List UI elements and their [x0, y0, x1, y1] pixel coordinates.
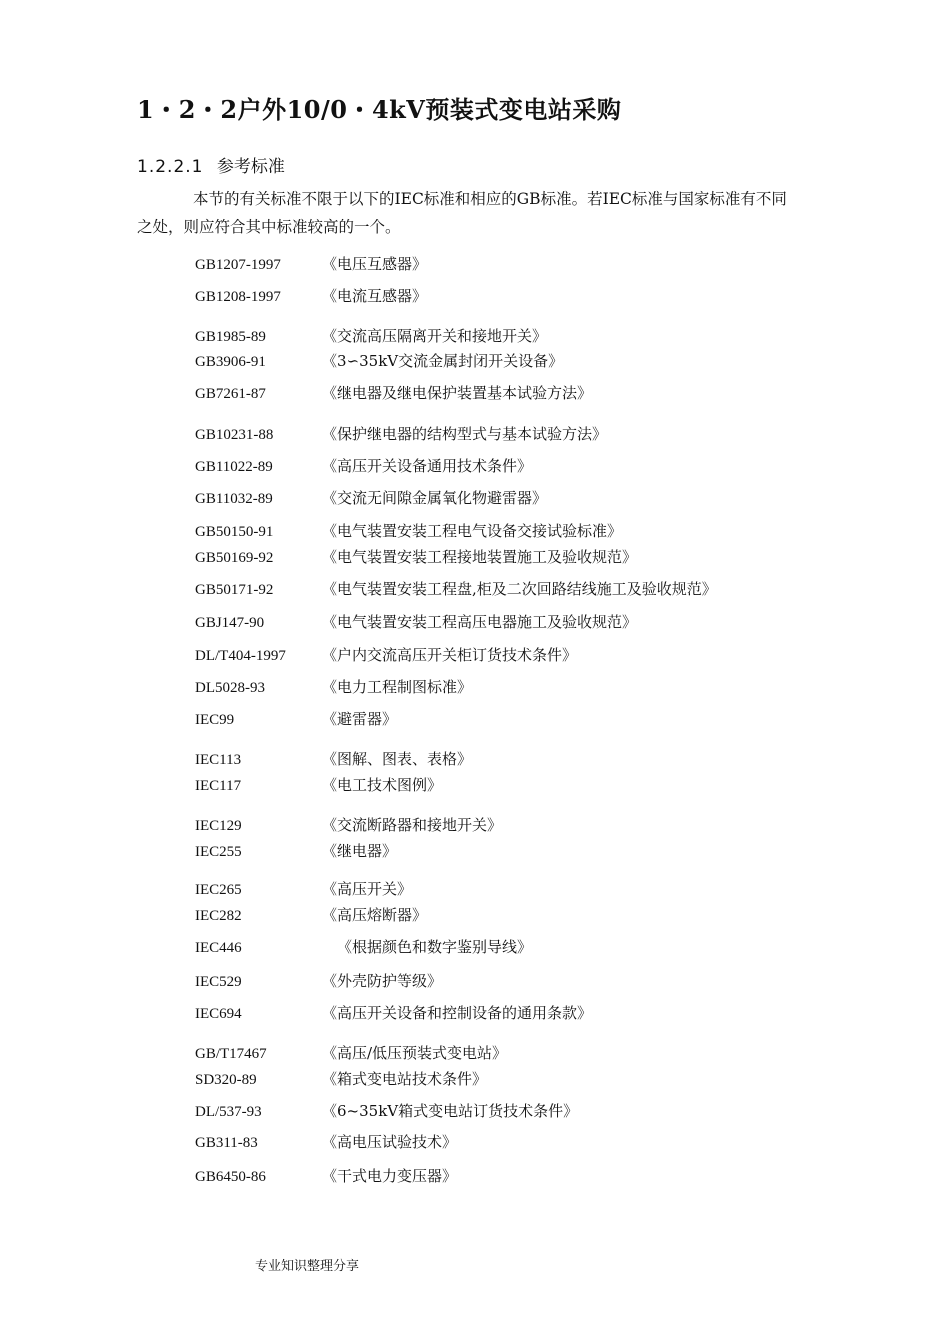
- standard-name: 《电气装置安装工程接地装置施工及验收规范》: [322, 548, 638, 566]
- standard-code: DL/T404-1997: [195, 648, 286, 664]
- standard-name: 《避雷器》: [322, 710, 398, 728]
- standard-name: 《交流断路器和接地开关》: [322, 816, 503, 834]
- standard-name: 《外壳防护等级》: [322, 972, 443, 990]
- standard-name: 《图解、图表、表格》: [322, 750, 473, 768]
- standard-name: 《交流高压隔离开关和接地开关》: [322, 327, 548, 345]
- section-heading: [137, 152, 285, 177]
- standard-code: SD320-89: [195, 1072, 257, 1088]
- standard-row: [195, 903, 427, 927]
- standard-code: GB311-83: [195, 1135, 258, 1151]
- standard-code: IEC255: [195, 844, 242, 860]
- standard-name: 《电压互感器》: [322, 255, 428, 273]
- standard-row: [195, 1041, 507, 1065]
- page-footer: 专业知识整理分享: [255, 1259, 360, 1274]
- standard-name: 《电力工程制图标准》: [322, 678, 473, 696]
- standard-row: [195, 675, 472, 699]
- standard-row: [195, 747, 472, 771]
- standard-row: [195, 1130, 457, 1154]
- standard-code: IEC446: [195, 940, 242, 956]
- standard-name: 《电气装置安装工程盘,柜及二次回路结线施工及验收规范》: [322, 580, 717, 598]
- standard-row: [195, 519, 622, 543]
- standard-code: IEC282: [195, 908, 242, 924]
- standard-name: 《干式电力变压器》: [322, 1167, 458, 1185]
- standard-code: GB1208-1997: [195, 289, 281, 305]
- standard-code: IEC99: [195, 712, 235, 728]
- standard-code: GB/T17467: [195, 1046, 267, 1062]
- standard-code: IEC113: [195, 752, 242, 768]
- standard-row: [195, 422, 607, 446]
- standard-row: [195, 545, 637, 569]
- standard-code: GBJ147-90: [195, 615, 265, 631]
- standard-code: GB50150-91: [195, 524, 274, 540]
- standard-code: GB50171-92: [195, 582, 274, 598]
- standard-name: 《保护继电器的结构型式与基本试验方法》: [322, 425, 608, 443]
- standard-code: GB3906-91: [195, 354, 266, 370]
- section-number: 1.2.2.1: [137, 157, 204, 177]
- standard-row: [195, 1067, 487, 1091]
- standard-row: [195, 935, 532, 959]
- standard-name: 《高电压试验技术》: [322, 1133, 458, 1151]
- standard-row: [195, 1164, 457, 1188]
- standard-row: [195, 349, 563, 373]
- standard-row: [195, 1001, 592, 1025]
- standard-row: [195, 877, 412, 901]
- standard-row: [195, 454, 532, 478]
- standard-code: GB10231-88: [195, 427, 274, 443]
- standard-row: [195, 486, 547, 510]
- standard-name: 《交流无间隙金属氧化物避雷器》: [322, 489, 548, 507]
- standard-name: 《电气装置安装工程高压电器施工及验收规范》: [322, 613, 638, 631]
- section-title: 参考标准: [216, 157, 285, 177]
- standard-name: 《高压/低压预装式变电站》: [322, 1044, 508, 1062]
- standard-code: GB7261-87: [195, 386, 266, 402]
- standard-name: 《根据颜色和数字鉴别导线》: [337, 938, 533, 956]
- standard-name: 《继电器》: [322, 842, 398, 860]
- standard-row: [195, 381, 592, 405]
- standard-code: GB11032-89: [195, 491, 273, 507]
- standard-row: [195, 707, 397, 731]
- standard-code: GB6450-86: [195, 1169, 266, 1185]
- standard-code: GB1985-89: [195, 329, 266, 345]
- standard-row: [195, 324, 547, 348]
- standard-code: IEC529: [195, 974, 242, 990]
- standard-name: 《户内交流高压开关柜订货技术条件》: [322, 646, 578, 664]
- standard-row: [195, 577, 717, 601]
- standard-name: 《电气装置安装工程电气设备交接试验标准》: [322, 522, 623, 540]
- standard-row: [195, 773, 442, 797]
- standard-row: [195, 252, 427, 276]
- standard-row: [195, 643, 577, 667]
- standard-name: 《继电器及继电保护装置基本试验方法》: [322, 384, 593, 402]
- standard-code: IEC694: [195, 1006, 242, 1022]
- standard-row: [195, 1099, 578, 1123]
- standard-name: 《高压开关设备通用技术条件》: [322, 457, 533, 475]
- standard-code: DL5028-93: [195, 680, 265, 696]
- standard-name: 《6~35kV箱式变电站订货技术条件》: [322, 1102, 579, 1120]
- standard-name: 《高压开关》: [322, 880, 413, 898]
- standard-name: 《电工技术图例》: [322, 776, 443, 794]
- standard-name: 《箱式变电站技术条件》: [322, 1070, 488, 1088]
- standard-code: GB50169-92: [195, 550, 274, 566]
- standard-code: GB11022-89: [195, 459, 273, 475]
- standard-code: IEC117: [195, 778, 242, 794]
- standard-row: [195, 839, 397, 863]
- intro-paragraph: 本节的有关标准不限于以下的IEC标准和相应的GB标准。若IEC标准与国家标准有不同之处，则应符合其中标准较高的一个。: [137, 190, 787, 236]
- standard-code: GB1207-1997: [195, 257, 281, 273]
- standard-name: 《高压熔断器》: [322, 906, 428, 924]
- document-title: 1・2・2户外10/0・4kV预装式变电站采购: [137, 95, 622, 124]
- standard-code: DL/537-93: [195, 1104, 262, 1120]
- standard-name: 《高压开关设备和控制设备的通用条款》: [322, 1004, 593, 1022]
- standard-row: [195, 610, 637, 634]
- standard-row: [195, 284, 427, 308]
- standard-row: [195, 969, 442, 993]
- standard-name: 《电流互感器》: [322, 287, 428, 305]
- standard-row: [195, 813, 502, 837]
- standard-name: 《3∽35kV交流金属封闭开关设备》: [322, 352, 564, 370]
- standard-code: IEC129: [195, 818, 242, 834]
- standard-code: IEC265: [195, 882, 242, 898]
